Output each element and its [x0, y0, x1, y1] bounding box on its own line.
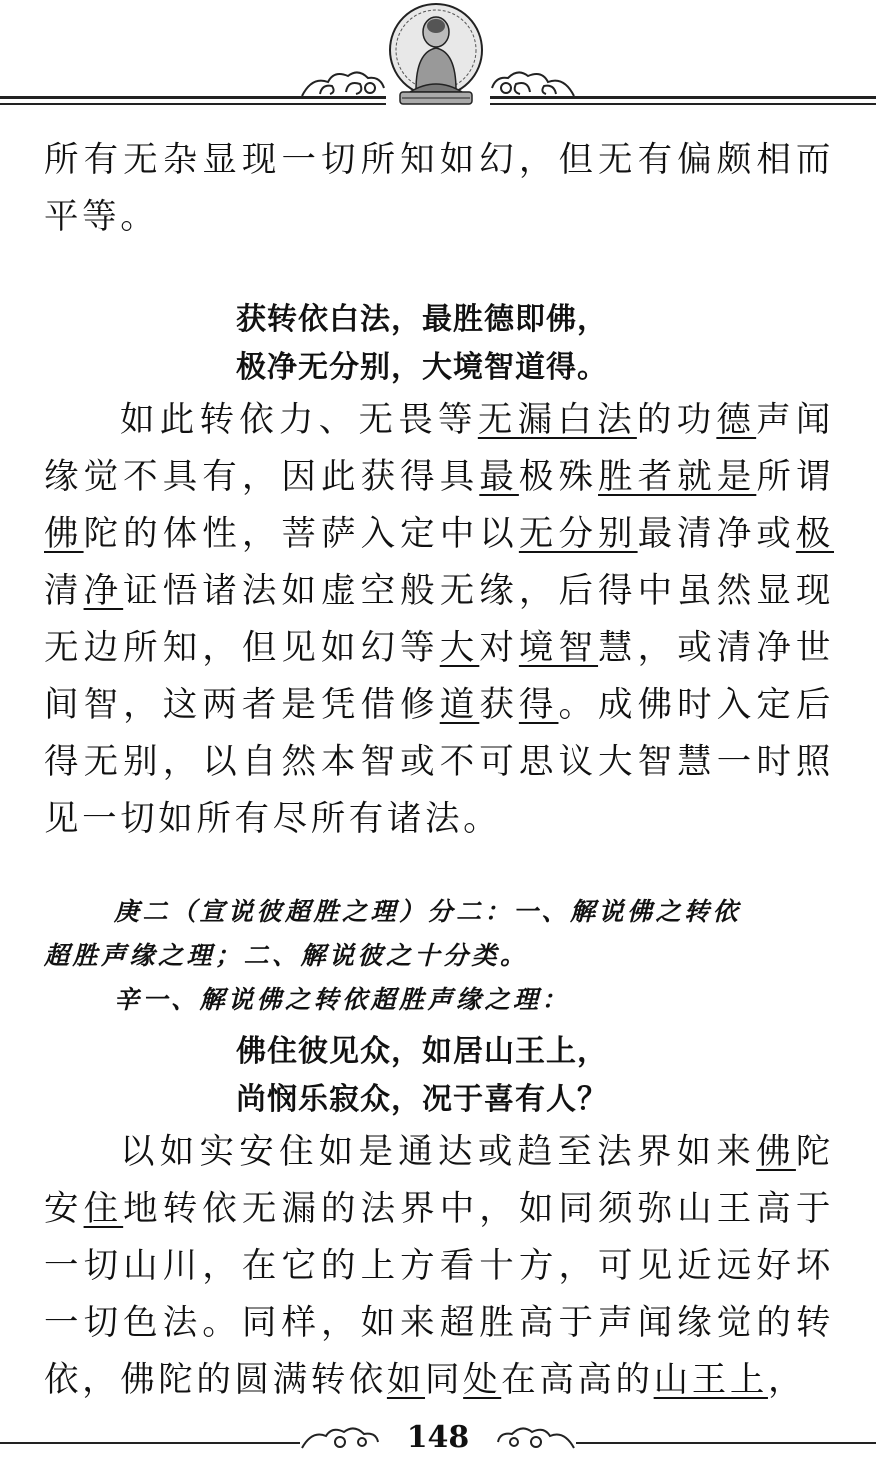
underlined-text-run: 大: [439, 628, 480, 668]
underlined-text-run: 净: [83, 571, 124, 611]
text-run: ，: [767, 1360, 807, 1400]
footer-rule-left: [0, 1442, 300, 1444]
underlined-text-run: 山王上: [653, 1360, 768, 1400]
text-run: 陀的体性，菩萨入定中以: [83, 514, 519, 554]
paragraph-2: [44, 392, 834, 848]
text-run: 所有无杂显现一切所知如幻，但无有偏颇相而平等。: [44, 140, 834, 237]
text-run: 以如实安住如是通达或趋至法界如来: [120, 1132, 757, 1172]
underlined-text-run: 极: [795, 514, 834, 554]
text-run: 证悟诸法如虚空般无缘，后得中虽然显现无边所知，但见如幻等: [44, 571, 834, 668]
text-run: 地转依无漏的法界中，如同须弥山王高于一切山川，在它的上方看十方，可见近远好坏一切色法。同样，如来超胜高于声闻缘觉的转依，佛陀的圆满转依: [44, 1189, 834, 1400]
header-rule-left: [0, 96, 386, 99]
verse-2: [236, 1028, 756, 1124]
underlined-text-run: 胜者就是: [598, 457, 757, 497]
paragraph-text: [44, 392, 834, 848]
text-run: 清: [44, 571, 84, 611]
header-rule-right: [490, 96, 876, 99]
text-run: 对: [479, 628, 519, 668]
text-run: 声闻缘觉不具有，因此获得具: [44, 400, 834, 497]
text-run: 陀安: [44, 1132, 834, 1229]
underlined-text-run: 处: [463, 1360, 502, 1400]
text-run: 慧，或清净世间智，这两者是凭借修: [44, 628, 835, 725]
section-heading: 超胜声缘之理；二、解说彼之十分类。: [44, 941, 529, 970]
underlined-text-run: 住: [83, 1189, 124, 1229]
verse-line: 获转依白法，最胜德即佛，: [236, 302, 608, 337]
text-run: 在高高的: [501, 1360, 654, 1400]
page-footer: [0, 1418, 876, 1468]
header-rule-right-thin: [490, 103, 876, 105]
underlined-text-run: 无漏白法: [477, 400, 637, 440]
section-heading: 庚二（宣说彼超胜之理）分二：一、解说佛之转依: [114, 897, 742, 926]
text-run: 所谓: [756, 457, 835, 497]
underlined-text-run: 如: [386, 1360, 426, 1400]
text-run: 极殊: [518, 457, 599, 497]
underlined-text-run: 佛: [756, 1132, 796, 1172]
underlined-text-run: 最: [479, 457, 519, 497]
underlined-text-run: 得: [518, 685, 559, 725]
verse-line: 佛住彼见众，如居山王上，: [236, 1034, 608, 1069]
underlined-text-run: 佛: [44, 514, 84, 554]
underlined-text-run: 德: [716, 400, 757, 440]
subsection-heading: 辛一、解说佛之转依超胜声缘之理：: [114, 985, 571, 1014]
header-rule-left-thin: [0, 103, 386, 105]
page-header-ornament: [0, 0, 876, 120]
paragraph-3: [44, 1124, 834, 1409]
text-run: 同: [425, 1360, 464, 1400]
verse-1: [236, 296, 756, 392]
paragraph-1: [44, 132, 834, 246]
footer-rule-right: [576, 1442, 876, 1444]
verse-line: 尚悯乐寂众，况于喜有人？: [236, 1082, 608, 1117]
text-run: 的功: [636, 400, 717, 440]
section-headings: [44, 890, 834, 1022]
cloud-scroll-icon: [496, 1422, 576, 1454]
page-number: 148: [406, 1420, 470, 1455]
text-run: 最清净或: [637, 514, 796, 554]
underlined-text-run: 道: [439, 685, 480, 725]
paragraph-text: [44, 132, 834, 246]
paragraph-text: [44, 1124, 834, 1409]
cloud-scroll-icon: [300, 1422, 380, 1454]
verse-line: 极净无分别，大境智道得。: [236, 350, 608, 385]
text-run: 获: [479, 685, 519, 725]
underlined-text-run: 境智: [518, 628, 599, 668]
underlined-text-run: 无分别: [518, 514, 638, 554]
text-run: 。成佛时入定后得无别，以自然本智或不可思议大智慧一时照见一切如所有尽所有诸法。: [44, 685, 835, 839]
buddha-figure-icon: [386, 2, 486, 110]
text-run: 如此转依力、无畏等: [120, 400, 478, 440]
